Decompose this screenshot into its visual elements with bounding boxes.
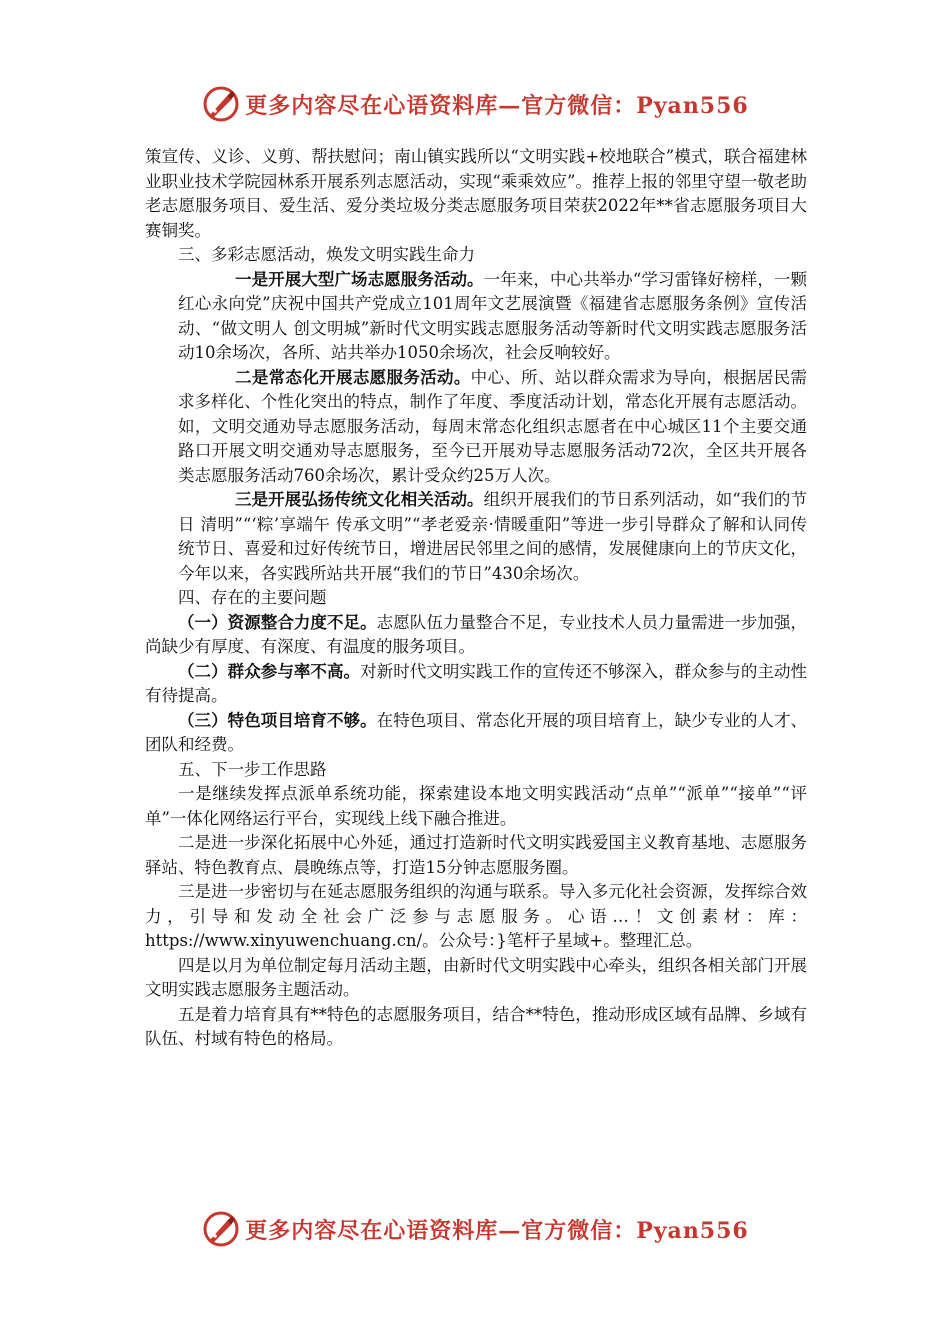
pen-nib-icon xyxy=(201,84,241,124)
section-5-paragraph-5: 五是着力培育具有**特色的志愿服务项目，结合**特色，推动形成区域有品牌、乡域有队伍、村域有特色的格局。 xyxy=(145,1004,807,1048)
section-3-item-2 xyxy=(145,366,807,489)
item-lead: 三是开展弘扬传统文化相关活动。 xyxy=(235,490,484,509)
item-lead: 一是开展大型广场志愿服务活动。 xyxy=(235,269,484,289)
section-4-item-1 xyxy=(145,611,807,660)
item-text: 对新时代文明实践工作的宣传还不够深入，群众参与的主动性有待提高。 xyxy=(145,661,808,705)
section-4-item-2 xyxy=(145,660,807,709)
section-5-paragraph-3: 三是进一步密切与在延志愿服务组织的沟通与联系。导入多元化社会资源，发挥综合效力，引导和发动全社会广泛参与志愿服务。心语…！文创素材：库：https://www.xinyuwenchuang.cn/。公众号：}笔杆子星域+。整理汇总。 xyxy=(145,882,807,950)
item-lead: 二是常态化开展志愿服务活动。 xyxy=(235,367,471,387)
section-5-heading: 五、下一步工作思路 xyxy=(178,759,327,779)
item-text: 志愿队伍力量整合不足，专业技术人员力量需进一步加强，尚缺少有厚度、有深度、有温度的服务项目。 xyxy=(145,612,808,656)
item-text: 在特色项目、常态化开展的项目培育上，缺少专业的人才、团队和经费。 xyxy=(145,710,808,754)
section-3-item-3 xyxy=(145,488,807,586)
section-5-paragraph-1: 一是继续发挥点派单系统功能，探索建设本地文明实践活动“点单”“派单”“接单”“评单”一体化网络运行平台，实现线上线下融合推进。 xyxy=(145,784,807,828)
item-lead: （三）特色项目培育不够。 xyxy=(178,710,377,730)
watermark-text: 更多内容尽在心语资料库—官方微信：Pyan556 xyxy=(245,92,749,119)
section-3-item-1 xyxy=(145,268,807,366)
section-4-heading: 四、存在的主要问题 xyxy=(178,588,327,607)
section-3-heading: 三、多彩志愿活动，焕发文明实践生命力 xyxy=(178,245,475,264)
item-text: 组织开展我们的节日系列活动，如“我们的节日 清明”“‘粽’享端午 传承文明”“孝老爱亲·情暖重阳”等进一步引导群众了解和认同传统节日、喜爱和过好传统节日，增进居民邻里之间的感情，发展健康向上的节庆文化，今年以来，各实践所站共开展“我们的节日”430余场次。 xyxy=(178,490,808,583)
item-text: 中心、所、站以群众需求为导向，根据居民需求多样化、个性化突出的特点，制作了年度、季度活动计划，常态化开展有志愿活动。如，文明交通劝导志愿服务活动，每周末常态化组织志愿者在中心城区11个主要交通路口开展文明交通劝导志愿服务，至今已开展劝导志愿服务活动72次，全区共开展各类志愿服务活动760余场次，累计受众约25万人次。 xyxy=(178,367,808,485)
section-5-paragraph-4: 四是以月为单位制定每月活动主题，由新时代文明实践中心牵头，组织各相关部门开展文明实践志愿服务主题活动。 xyxy=(145,955,807,999)
intro-paragraph: 策宣传、义诊、义剪、帮扶慰问；南山镇实践所以“文明实践+校地联合”模式，联合福建林业职业技术学院园林系开展系列志愿活动，实现“乘乘效应”。推荐上报的邻里守望一敬老助老志愿服务项目、爱生活、爱分类垃圾分类志愿服务项目荣获2022年**省志愿服务项目大赛铜奖。 xyxy=(145,147,807,240)
footer-watermark-banner xyxy=(0,1207,950,1251)
header-watermark-banner xyxy=(0,82,950,126)
item-lead: （二）群众参与率不高。 xyxy=(178,661,361,681)
watermark-text: 更多内容尽在心语资料库—官方微信：Pyan556 xyxy=(245,1217,749,1244)
pen-nib-icon xyxy=(201,1209,241,1249)
section-5-paragraph-2: 二是进一步深化拓展中心外延，通过打造新时代文明实践爱国主义教育基地、志愿服务驿站、特色教育点、晨晚练点等，打造15分钟志愿服务圈。 xyxy=(145,833,807,877)
item-lead: （一）资源整合力度不足。 xyxy=(178,612,377,632)
section-4-item-3 xyxy=(145,709,807,758)
item-text: 一年来，中心共举办“学习雷锋好榜样，一颗红心永向党”庆祝中国共产党成立101周年文艺展演暨《福建省志愿服务条例》宣传活动、“做文明人 创文明城”新时代文明实践志愿服务活动等新时代文明实践志愿服务活动10余场次，各所、站共举办1050余场次，社会反响较好。 xyxy=(178,269,808,362)
document-body xyxy=(145,145,807,1052)
